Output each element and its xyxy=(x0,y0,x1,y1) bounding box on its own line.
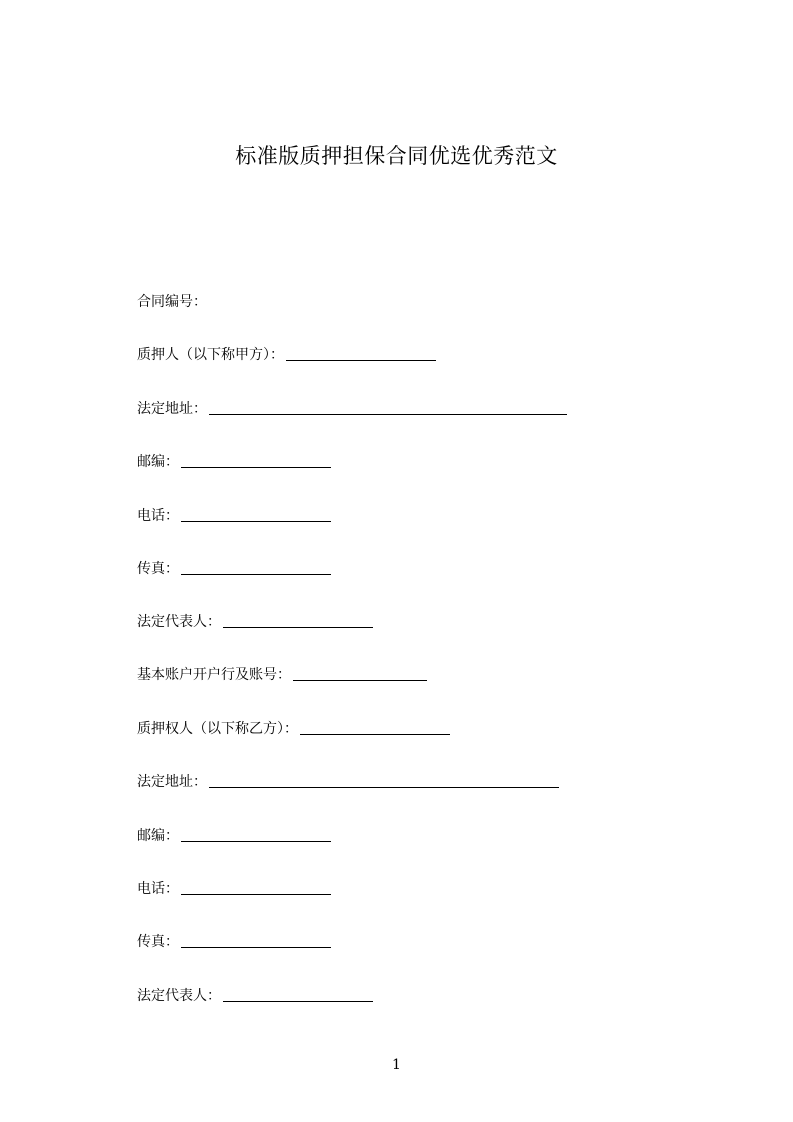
field-label: 电话： xyxy=(137,881,179,897)
pledgee-legal-rep-field xyxy=(137,983,373,1007)
fill-in-blank[interactable] xyxy=(181,880,331,895)
bank-account-field xyxy=(137,662,427,686)
fill-in-blank[interactable] xyxy=(181,827,331,842)
pledgee-fax-field xyxy=(137,929,331,953)
pledgee-postcode-field xyxy=(137,823,331,847)
fill-in-blank[interactable] xyxy=(293,666,427,681)
fill-in-blank[interactable] xyxy=(181,933,331,948)
fill-in-blank[interactable] xyxy=(209,400,567,415)
field-label: 法定代表人： xyxy=(137,614,221,630)
field-label: 法定代表人： xyxy=(137,988,221,1004)
field-label: 质押权人（以下称乙方）： xyxy=(137,721,298,737)
fill-in-blank[interactable] xyxy=(300,720,450,735)
pledgor-address-field xyxy=(137,396,567,420)
field-label: 基本账户开户行及账号： xyxy=(137,667,291,683)
field-label: 法定地址： xyxy=(137,774,207,790)
pledgor-legal-rep-field xyxy=(137,609,373,633)
document-title: 标准版质押担保合同优选优秀范文 xyxy=(235,144,558,168)
pledgee-phone-field xyxy=(137,876,331,900)
field-label: 电话： xyxy=(137,508,179,524)
pledgor-fax-field xyxy=(137,556,331,580)
pledgee-address-field xyxy=(137,769,559,793)
fill-in-blank[interactable] xyxy=(223,613,373,628)
field-label: 传真： xyxy=(137,561,179,577)
fill-in-blank[interactable] xyxy=(181,560,331,575)
fill-in-blank[interactable] xyxy=(209,773,559,788)
field-label: 邮编： xyxy=(137,828,179,844)
contract-number-field xyxy=(137,289,207,313)
field-label: 法定地址： xyxy=(137,401,207,417)
field-label: 合同编号： xyxy=(137,294,207,310)
fill-in-blank[interactable] xyxy=(286,346,436,361)
fill-in-blank[interactable] xyxy=(181,507,331,522)
pledgee-field xyxy=(137,716,450,740)
field-label: 质押人（以下称甲方）： xyxy=(137,347,284,363)
pledgor-field xyxy=(137,342,436,366)
fill-in-blank[interactable] xyxy=(181,453,331,468)
field-label: 邮编： xyxy=(137,454,179,470)
fill-in-blank[interactable] xyxy=(223,987,373,1002)
pledgor-phone-field xyxy=(137,503,331,527)
pledgor-postcode-field xyxy=(137,449,331,473)
page-number: 1 xyxy=(392,1057,401,1073)
field-label: 传真： xyxy=(137,934,179,950)
